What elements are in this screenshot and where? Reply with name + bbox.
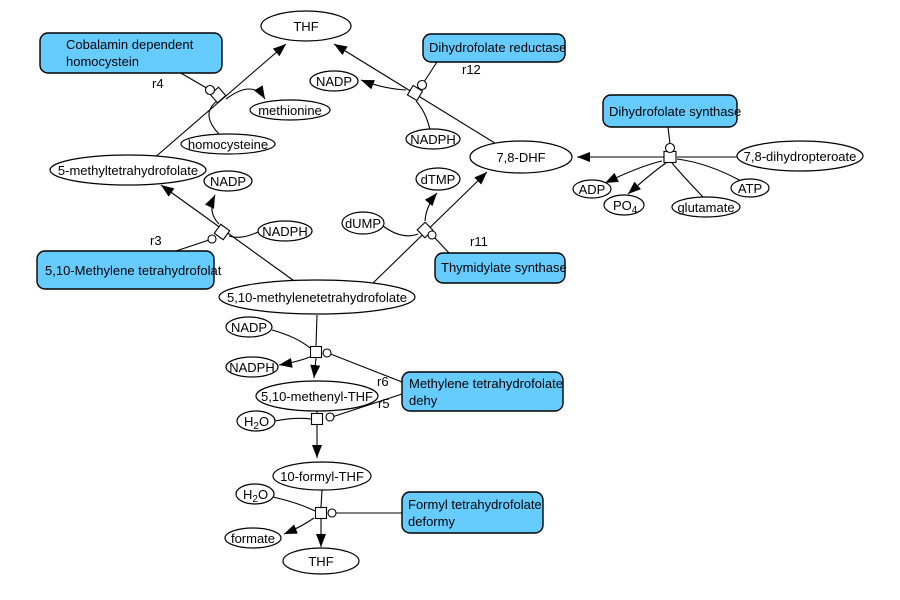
species-78-dhf[interactable] [470,141,572,173]
edge-synthase-glutamate [672,163,703,197]
species-atp[interactable] [731,179,769,197]
enzyme-label: deformy [408,514,455,529]
species-10-formyl-thf[interactable] [273,462,371,490]
enzyme-formyl-tetrahydrofolate-deformy[interactable] [402,492,543,533]
species-label: $PO_4$ [613,198,638,216]
species-5-methyltetrahydrofolate[interactable] [50,155,206,185]
species-label: 5-methyltetrahydrofolate [57,163,199,178]
species-label: 7,8-DHF [496,150,546,165]
species-label: homocysteine [187,137,269,152]
species-label: NADPH [229,360,275,375]
reaction-node-deformy[interactable] [316,508,327,519]
edge-synthase-catalysis [668,127,670,144]
species-label: ADP [578,182,606,197]
edge-r6-nadph [279,357,310,365]
catalysis-circle-deformy [328,509,336,517]
enzyme-dihydrofolate-reductase[interactable] [423,34,566,62]
catalysis-circle-r11 [428,231,436,239]
enzyme-label: dehy [409,393,438,408]
edge-r3-catalysis [176,239,212,251]
species-formate[interactable] [225,528,281,548]
edge-r12-nadp [361,80,406,90]
species-label: NADP [209,174,247,189]
reaction-label-r11: r11 [470,234,488,249]
species-dtmp[interactable] [416,168,460,190]
species-methionine[interactable] [250,100,330,120]
edge-synthase-po4 [628,163,666,194]
enzyme-cobalamin-dependent-homocystein[interactable] [40,33,222,73]
species-label: formate [230,531,276,546]
species-label: ATP [737,181,763,196]
species-thf-top[interactable] [261,11,351,41]
reaction-label-r4: r4 [152,76,164,91]
species-nodes [50,11,863,574]
edge-r4-catalysis [179,72,210,90]
species-510-methenyl-thf[interactable] [256,381,378,411]
edge-r5-h2o [275,418,311,421]
species-nadph-r12[interactable] [406,129,460,149]
edge-r11-catalysis [434,237,450,254]
reaction-node-r3[interactable] [214,224,229,239]
species-510-methylenetetrahydrofolate[interactable] [219,280,415,314]
species-label: NADP [230,320,268,335]
species-label: NADPH [262,224,308,239]
enzyme-thymidylate-synthase[interactable] [435,253,567,283]
species-h2o-deformy[interactable] [236,484,274,505]
species-label: 7,8-dihydropteroate [743,149,857,164]
species-h2o-r5[interactable] [237,411,275,432]
catalysis-circle-r5 [326,413,334,421]
species-nadph-r6[interactable] [226,357,278,377]
edge-r6-catalysis [328,353,402,382]
enzyme-label: Thymidylate synthase [441,260,567,275]
species-label: 5,10-methylenetetrahydrofolate [227,290,407,305]
species-label: NADPH [410,132,456,147]
species-label: dUMP [344,216,382,231]
species-label: NADP [315,74,353,89]
species-label: THF [293,19,319,34]
species-homocysteine[interactable] [181,134,275,154]
enzyme-methylene-tetrahydrofolate-dehy[interactable] [402,372,563,411]
species-nadp-r6[interactable] [226,317,272,337]
enzyme-label: Cobalamin dependent [66,37,194,52]
edge-r3-nadph [229,232,258,237]
edge-r11-dump [383,226,418,236]
catalysis-circle-synthase [666,144,675,153]
catalysis-circle-r4 [206,86,215,95]
enzyme-label: homocystein [66,54,139,69]
species-label: methionine [258,103,322,118]
reaction-label-r6: r6 [377,374,389,389]
reaction-label-r5: r5 [378,396,390,411]
species-label: THF [308,554,334,569]
catalysis-circle-r3 [208,235,216,243]
species-adp[interactable] [573,180,611,198]
edge-r6-product [314,358,316,378]
edge-r3-nadp [212,195,219,224]
enzyme-510-methylene-tetrahydrofolat[interactable] [37,251,222,289]
catalysis-circle-r12 [418,81,427,90]
species-label: dTMP [420,172,456,187]
edge-r6-nadp [272,330,310,348]
reaction-node-r6[interactable] [311,347,322,358]
enzyme-label: Formyl tetrahydrofolate [408,497,542,512]
species-nadph-r3[interactable] [258,221,312,241]
reaction-label-r3: r3 [150,233,162,248]
reaction-node-synthase[interactable] [664,152,676,163]
enzyme-label: Methylene tetrahydrofolate [409,376,563,391]
edge-deformy-formate [284,518,314,534]
species-78-dihydropteroate[interactable] [737,141,863,171]
species-label: $H_2O$ [243,487,269,505]
reaction-node-r5[interactable] [312,414,323,425]
enzyme-nodes [37,33,741,533]
species-label: glutamate [677,200,735,215]
enzyme-label: 5,10-Methylene tetrahydrofolat [45,263,222,278]
enzyme-dihydrofolate-synthase[interactable] [603,95,741,127]
catalysis-circle-r6 [323,349,331,357]
enzyme-label: Dihydrofolate synthase [609,104,742,119]
species-nadp-r3[interactable] [204,171,252,191]
edge-deformy-h2o [273,497,315,511]
edge-r12-nadph [416,101,430,130]
species-label: 10-formyl-THF [280,469,364,484]
edge-synthase-atp [677,159,741,181]
species-label: $H_2O$ [244,414,270,432]
edge-r6-substrate [316,315,317,346]
species-label: 5,10-methenyl-THF [261,389,373,404]
species-dump[interactable] [342,212,384,234]
enzyme-label: Dihydrofolate reductase [429,40,567,55]
edge-r11-dtmp [425,193,437,221]
reaction-label-r12: r12 [462,62,481,77]
species-po4[interactable] [604,195,644,216]
species-thf-bottom[interactable] [283,548,359,574]
edge-deformy-substrate [321,490,322,507]
species-glutamate[interactable] [672,197,740,217]
species-nadp-r12[interactable] [310,71,358,91]
